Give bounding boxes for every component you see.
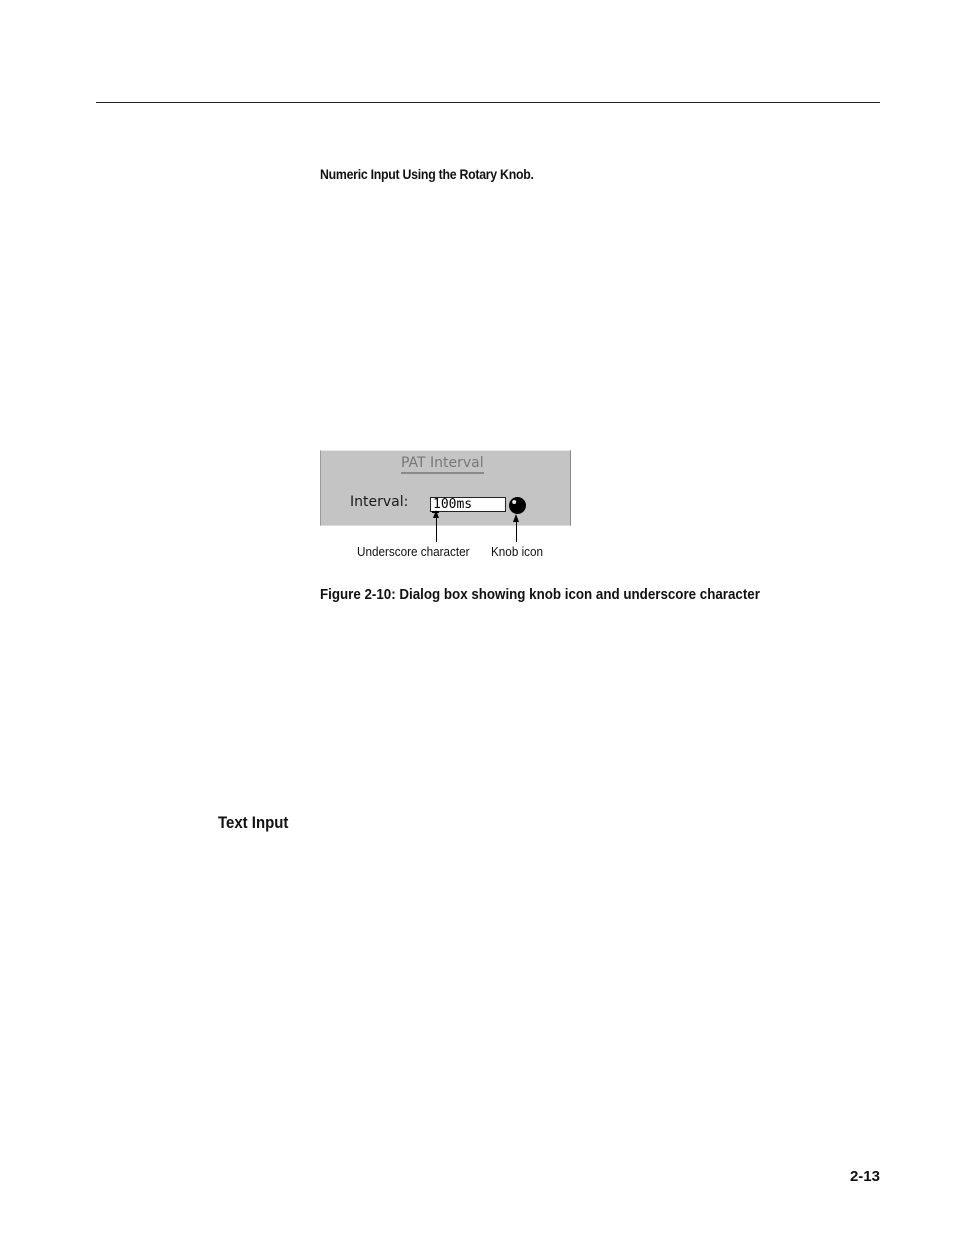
knob-callout-arrow (513, 514, 519, 522)
section-heading-numeric-input: Numeric Input Using the Rotary Knob. (320, 166, 534, 182)
header-rule (96, 102, 880, 103)
underscore-callout-line (436, 518, 437, 542)
underscore-callout-label: Underscore character (357, 544, 470, 559)
knob-icon (508, 496, 527, 515)
knob-callout-label: Knob icon (491, 544, 544, 559)
section-heading-text-input: Text Input (218, 813, 289, 832)
figure-caption: Figure 2-10: Dialog box showing knob icon and underscore character (320, 586, 760, 603)
knob-callout-line (516, 522, 517, 542)
interval-label: Interval: (350, 494, 409, 510)
dialog-title: PAT Interval (401, 455, 484, 474)
interval-input[interactable]: 100ms (430, 497, 506, 512)
underscore-callout-arrow (433, 510, 439, 518)
pat-interval-dialog (320, 450, 571, 526)
page-number: 2-13 (849, 1168, 880, 1185)
